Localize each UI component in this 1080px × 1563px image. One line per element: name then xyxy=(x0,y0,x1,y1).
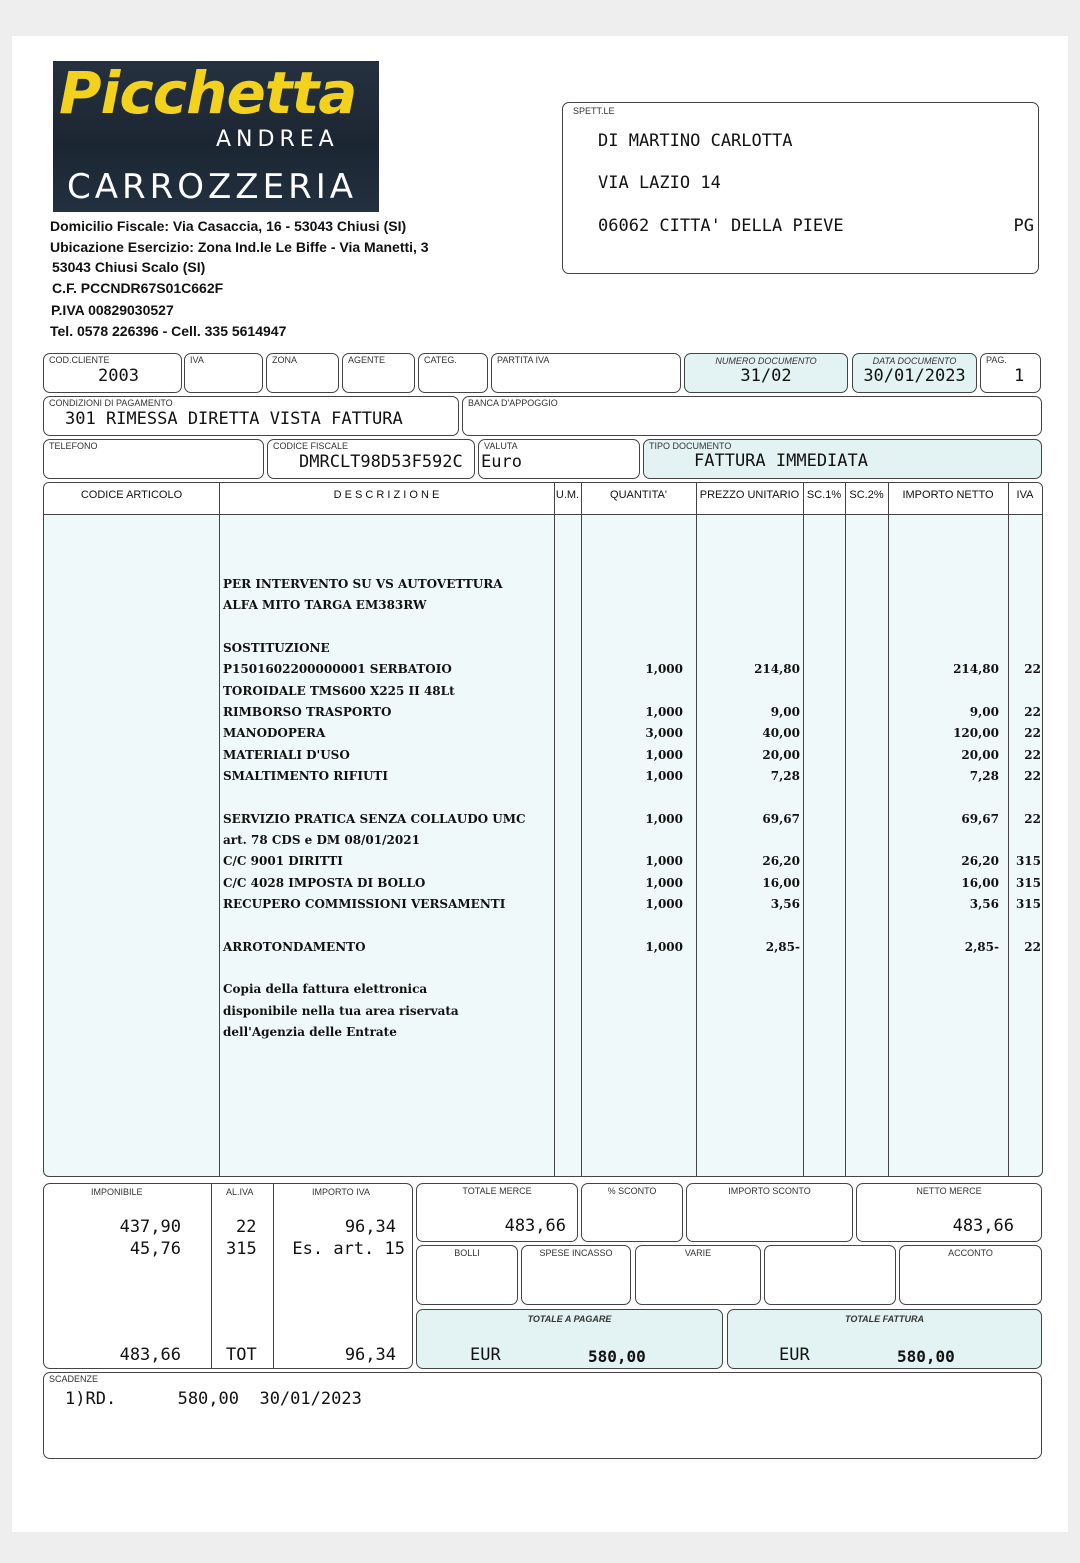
row-description: P1501602200000001 SERBATOIO xyxy=(223,662,452,677)
table-row xyxy=(44,918,1042,939)
pagina-value: 1 xyxy=(1014,366,1025,386)
categ-label: CATEG. xyxy=(424,355,457,365)
col-codice-articolo: CODICE ARTICOLO xyxy=(80,489,183,501)
col-sc2: SC.2% xyxy=(849,489,884,501)
aliva-label: AL.IVA xyxy=(226,1187,254,1197)
totale-fattura-label: TOTALE FATTURA xyxy=(845,1314,924,1324)
row-vat-rate: 22 xyxy=(1024,747,1041,762)
table-row xyxy=(44,577,1042,598)
netto-merce-label: NETTO MERCE xyxy=(916,1186,982,1196)
row-unit-price: 7,28 xyxy=(770,768,800,783)
aliquota-315: 315 xyxy=(226,1239,257,1259)
row-description: Copia della fattura elettronica xyxy=(223,982,428,997)
totale-merce-field xyxy=(416,1183,578,1242)
blank-field xyxy=(764,1245,896,1305)
data-documento-label: DATA DOCUMENTO xyxy=(872,356,957,366)
spese-incasso-label: SPESE INCASSO xyxy=(539,1248,613,1258)
recipient-box xyxy=(562,102,1039,274)
row-description: SERVIZIO PRATICA SENZA COLLAUDO UMC xyxy=(223,811,526,826)
cod-cliente-label: COD.CLIENTE xyxy=(49,355,110,365)
agente-field xyxy=(342,353,415,393)
pagina-field xyxy=(980,353,1041,393)
col-prezzo-unitario: PREZZO UNITARIO xyxy=(699,489,800,501)
condizioni-pagamento-label: CONDIZIONI DI PAGAMENTO xyxy=(49,398,173,408)
agente-label: AGENTE xyxy=(348,355,386,365)
row-description: TOROIDALE TMS600 X225 II 48Lt xyxy=(223,683,455,698)
table-row xyxy=(44,598,1042,619)
banca-appoggio-field xyxy=(462,396,1042,436)
cod-cliente-value: 2003 xyxy=(98,366,139,386)
importo-iva-315: Es. art. 15 xyxy=(292,1239,405,1259)
row-unit-price: 16,00 xyxy=(762,875,800,890)
col-um: U.M. xyxy=(555,489,580,501)
row-quantity: 1,000 xyxy=(645,747,683,762)
row-quantity: 1,000 xyxy=(645,662,683,677)
data-documento-value: 30/01/2023 xyxy=(863,366,966,386)
row-description: PER INTERVENTO SU VS AUTOVETTURA xyxy=(223,577,503,591)
condizioni-pagamento-value: 301 RIMESSA DIRETTA VISTA FATTURA xyxy=(65,409,403,429)
numero-documento-field xyxy=(684,353,848,393)
iva-label: IVA xyxy=(190,355,204,365)
col-descrizione: D E S C R I Z I O N E xyxy=(333,489,440,501)
valuta-label: VALUTA xyxy=(484,441,518,451)
row-net-amount: 214,80 xyxy=(953,662,999,677)
totale-a-pagare-currency: EUR xyxy=(470,1345,501,1365)
zona-label: ZONA xyxy=(272,355,298,365)
company-logo xyxy=(53,61,379,212)
netto-merce-field xyxy=(856,1183,1042,1242)
totale-a-pagare-value: 580,00 xyxy=(588,1347,646,1366)
row-unit-price: 20,00 xyxy=(762,747,800,762)
row-vat-rate: 315 xyxy=(1015,875,1041,890)
varie-label: VARIE xyxy=(684,1248,712,1258)
table-row xyxy=(44,1004,1042,1025)
netto-merce-value: 483,66 xyxy=(952,1216,1014,1236)
row-unit-price: 9,00 xyxy=(770,704,800,719)
row-unit-price: 40,00 xyxy=(762,726,800,741)
row-vat-rate: 315 xyxy=(1015,854,1041,869)
row-vat-rate: 315 xyxy=(1015,896,1041,911)
partita-iva-field xyxy=(491,353,681,393)
cod-cliente-field xyxy=(43,353,182,393)
table-row xyxy=(44,897,1042,918)
row-quantity: 1,000 xyxy=(645,811,683,826)
table-row xyxy=(44,940,1042,961)
row-net-amount: 120,00 xyxy=(953,726,999,741)
totale-fattura-value: 580,00 xyxy=(897,1347,955,1366)
recipient-street: VIA LAZIO 14 xyxy=(598,173,721,193)
bolli-field xyxy=(416,1245,518,1305)
row-vat-rate: 22 xyxy=(1024,726,1041,741)
logo-business: CARROZZERIA xyxy=(67,167,357,207)
scadenze-label: SCADENZE xyxy=(49,1374,99,1384)
row-description: SMALTIMENTO RIFIUTI xyxy=(223,768,388,783)
table-row xyxy=(44,769,1042,790)
vat-summary-box xyxy=(43,1183,413,1369)
valuta-field xyxy=(478,439,640,479)
row-unit-price: 69,67 xyxy=(762,811,800,826)
pagina-label: PAG. xyxy=(986,355,1007,365)
col-importo-netto: IMPORTO NETTO xyxy=(902,489,994,501)
row-vat-rate: 22 xyxy=(1024,768,1041,783)
row-vat-rate: 22 xyxy=(1024,939,1041,954)
recipient-label: SPETT.LE xyxy=(573,106,615,116)
divider xyxy=(273,1184,274,1368)
row-description: RIMBORSO TRASPORTO xyxy=(223,704,392,719)
imponibile-total: 483,66 xyxy=(119,1345,181,1365)
row-vat-rate: 22 xyxy=(1024,811,1041,826)
row-quantity: 1,000 xyxy=(645,768,683,783)
totale-merce-label: TOTALE MERCE xyxy=(462,1186,532,1196)
varie-field xyxy=(635,1245,761,1305)
zona-field xyxy=(266,353,339,393)
row-description: SOSTITUZIONE xyxy=(223,640,330,655)
row-description: MANODOPERA xyxy=(223,726,326,741)
table-row xyxy=(44,684,1042,705)
table-row xyxy=(44,726,1042,747)
row-description: RECUPERO COMMISSIONI VERSAMENTI xyxy=(223,896,506,911)
row-net-amount: 69,67 xyxy=(961,811,999,826)
importo-iva-22: 96,34 xyxy=(344,1217,396,1237)
row-description: ARROTONDAMENTO xyxy=(223,939,366,954)
acconto-label: ACCONTO xyxy=(948,1248,993,1258)
table-row xyxy=(44,1025,1042,1046)
imponibile-315: 45,76 xyxy=(129,1239,181,1259)
numero-documento-label: NUMERO DOCUMENTO xyxy=(715,356,817,366)
row-unit-price: 3,56 xyxy=(770,896,800,911)
row-quantity: 1,000 xyxy=(645,875,683,890)
row-net-amount: 7,28 xyxy=(969,768,999,783)
codice-fiscale-field xyxy=(267,439,475,479)
codice-fiscale-label: CODICE FISCALE xyxy=(273,441,349,451)
logo-name: Picchetta xyxy=(59,59,357,127)
row-description: ALFA MITO TARGA EM383RW xyxy=(223,598,427,613)
table-row xyxy=(44,641,1042,662)
importo-sconto-label: IMPORTO SCONTO xyxy=(728,1186,811,1196)
row-net-amount: 2,85- xyxy=(964,939,999,954)
recipient-province: PG xyxy=(1013,216,1034,236)
row-unit-price: 2,85- xyxy=(765,939,800,954)
row-net-amount: 16,00 xyxy=(961,875,999,890)
condizioni-pagamento-field xyxy=(43,396,459,436)
categ-field xyxy=(418,353,488,393)
numero-documento-value: 31/02 xyxy=(740,366,792,386)
acconto-field xyxy=(899,1245,1042,1305)
row-net-amount: 20,00 xyxy=(961,747,999,762)
issuer-city: 53043 Chiusi Scalo (SI) xyxy=(52,259,206,275)
imponibile-label: IMPONIBILE xyxy=(91,1187,143,1197)
tipo-documento-field xyxy=(643,439,1042,479)
items-table xyxy=(43,482,1043,1177)
totale-fattura-field xyxy=(727,1309,1042,1369)
tipo-documento-value: FATTURA IMMEDIATA xyxy=(694,451,868,471)
tipo-documento-label: TIPO DOCUMENTO xyxy=(649,441,732,451)
scadenze-box xyxy=(43,1372,1042,1459)
bolli-label: BOLLI xyxy=(454,1248,480,1258)
row-vat-rate: 22 xyxy=(1024,662,1041,677)
totale-a-pagare-field xyxy=(416,1309,723,1369)
row-net-amount: 9,00 xyxy=(969,704,999,719)
table-row xyxy=(44,748,1042,769)
col-iva: IVA xyxy=(1016,489,1034,501)
valuta-value: Euro xyxy=(481,452,522,472)
col-sc1: SC.1% xyxy=(806,489,842,501)
table-row xyxy=(44,961,1042,982)
partita-iva-label: PARTITA IVA xyxy=(497,355,550,365)
row-description: disponibile nella tua area riservata xyxy=(223,1003,459,1018)
imponibile-22: 437,90 xyxy=(119,1217,181,1237)
totale-a-pagare-label: TOTALE A PAGARE xyxy=(527,1314,612,1324)
table-row xyxy=(44,982,1042,1003)
table-row xyxy=(44,790,1042,811)
table-row xyxy=(44,812,1042,833)
issuer-fiscal-address: Domicilio Fiscale: Via Casaccia, 16 - 53043 Chiusi (SI) xyxy=(50,218,407,234)
table-row xyxy=(44,833,1042,854)
aliquota-22: 22 xyxy=(236,1217,257,1237)
row-quantity: 3,000 xyxy=(645,726,683,741)
row-description: C/C 4028 IMPOSTA DI BOLLO xyxy=(223,875,426,890)
telefono-label: TELEFONO xyxy=(49,441,98,451)
items-table-header xyxy=(44,483,1042,515)
row-quantity: 1,000 xyxy=(645,896,683,911)
telefono-field xyxy=(43,439,264,479)
logo-first-name: ANDREA xyxy=(216,127,339,152)
importo-sconto-field xyxy=(686,1183,853,1242)
spese-incasso-field xyxy=(521,1245,631,1305)
totale-fattura-currency: EUR xyxy=(779,1345,810,1365)
data-documento-field xyxy=(852,353,977,393)
banca-appoggio-label: BANCA D'APPOGGIO xyxy=(468,398,558,408)
row-unit-price: 26,20 xyxy=(762,854,800,869)
importo-iva-total: 96,34 xyxy=(344,1345,396,1365)
row-vat-rate: 22 xyxy=(1024,704,1041,719)
row-description: art. 78 CDS e DM 08/01/2021 xyxy=(223,832,420,847)
row-quantity: 1,000 xyxy=(645,939,683,954)
issuer-phone: Tel. 0578 226396 - Cell. 335 5614947 xyxy=(50,323,287,339)
row-description: dell'Agenzia delle Entrate xyxy=(223,1024,397,1039)
table-row xyxy=(44,876,1042,897)
row-net-amount: 26,20 xyxy=(961,854,999,869)
divider xyxy=(211,1184,212,1368)
vat-total-label: TOT xyxy=(226,1345,257,1365)
row-unit-price: 214,80 xyxy=(754,662,800,677)
codice-fiscale-value: DMRCLT98D53F592C xyxy=(299,452,463,472)
table-row xyxy=(44,662,1042,683)
row-net-amount: 3,56 xyxy=(969,896,999,911)
table-row xyxy=(44,705,1042,726)
issuer-vat-number: P.IVA 00829030527 xyxy=(51,302,174,318)
table-row xyxy=(44,620,1042,641)
recipient-name: DI MARTINO CARLOTTA xyxy=(598,131,793,151)
row-description: MATERIALI D'USO xyxy=(223,747,350,762)
row-quantity: 1,000 xyxy=(645,704,683,719)
row-description: C/C 9001 DIRITTI xyxy=(223,854,343,869)
sconto-pct-label: % SCONTO xyxy=(607,1186,657,1196)
totale-merce-value: 483,66 xyxy=(504,1216,566,1236)
importo-iva-label: IMPORTO IVA xyxy=(312,1187,371,1197)
row-quantity: 1,000 xyxy=(645,854,683,869)
table-row xyxy=(44,854,1042,875)
recipient-city: 06062 CITTA' DELLA PIEVE xyxy=(598,216,844,236)
scadenze-line: 1)RD. 580,00 30/01/2023 xyxy=(65,1389,362,1409)
col-quantita: QUANTITA' xyxy=(610,489,667,501)
sconto-pct-field xyxy=(581,1183,683,1242)
issuer-cf: C.F. PCCNDR67S01C662F xyxy=(52,280,224,296)
issuer-business-address: Ubicazione Esercizio: Zona Ind.le Le Biffe - Via Manetti, 3 xyxy=(50,239,429,255)
iva-field xyxy=(184,353,263,393)
